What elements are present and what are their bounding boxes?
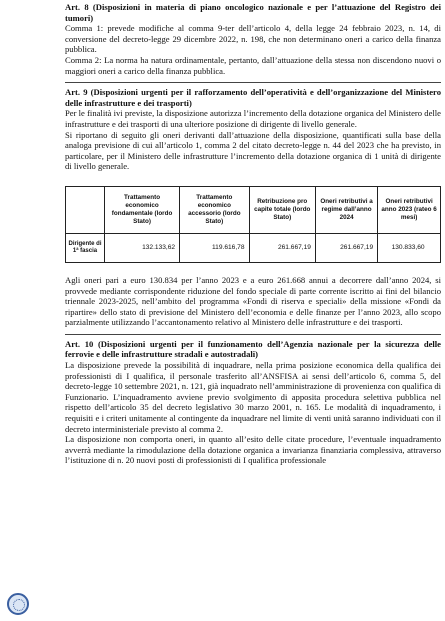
art10-paragraph-1: La disposizione prevede la possibilità di inquadrare, nella prima posizione economica della qualifica dei professionisti di I qualifica, il personale trasferito all’ANSFISA ai sensi dell’articolo 6, comma 5, del decreto-legge 10 settembre 2021, n. 121, già inquadrato nell’amministrazione di provenienza con qualifica di Funzionario. L’inquadramento avviene previo svolgimento di apposita procedura selettiva pubblica nel rispetto dell’articolo 35 del decreto legislativo 30 marzo 2001, n. 165. Le modalità di inquadramento, i requisiti e i criteri unitamente al contingente da inquadrare nel limite di venti unità saranno individuati con il decreto interministeriale previsto al comma 2. bbox=[65, 360, 441, 434]
table-header-row bbox=[66, 186, 441, 233]
art9-paragraph-3: Agli oneri pari a euro 130.834 per l’anno 2023 e a euro 261.668 annui a decorrere dall’anno 2024, si provvede mediante corrispondente riduzione del fondo speciale di parte corrente iscritto ai fini del bilancio triennale 2023-2025, nell’ambito del programma «Fondi di riserva e speciali» della missione «Fondi da ripartire» dello stato di previsione del Ministero dell’economia e delle finanze per l’anno 2023, allo scopo parzialmente utilizzando l’accantonamento relativo al Ministero delle infrastrutture e dei trasporti. bbox=[65, 274, 441, 328]
table-header-cell: Trattamento economico fondamentale (lordo Stato) bbox=[105, 186, 180, 233]
table-header-cell bbox=[66, 186, 105, 233]
table-cell: 130.833,60 bbox=[378, 233, 441, 262]
art9-title: Art. 9 (Disposizioni urgenti per il rafforzamento dell’operatività e dell’organizzazione del Ministero delle infrastrutture e dei trasporti) bbox=[65, 87, 441, 108]
art9-paragraph-2: Si riportano di seguito gli oneri derivanti dall’attuazione della disposizione, quantificati sulla base della analoga previsione di cui all’articolo 1, comma 2 del citato decreto-legge n. 44 del 2023 che ha previsto, in particolare, per il Ministero delle infrastrutture l’incremento della dotazione organica di 1 unità di dirigente di livello generale. bbox=[65, 129, 441, 172]
table-row bbox=[66, 233, 441, 262]
document-page bbox=[65, 2, 441, 466]
section-divider bbox=[65, 334, 441, 335]
art9-paragraph-1: Per le finalità ivi previste, la disposizione autorizza l’incremento della dotazione organica del Ministero delle infrastrutture e dei trasporti di una ulteriore posizione di dirigente di livello generale. bbox=[65, 108, 441, 129]
seal-icon bbox=[7, 593, 29, 615]
table-header-cell: Oneri retributivi a regime dall’anno 2024 bbox=[315, 186, 377, 233]
table-header-cell: Retribuzione pro capite totale (lordo Stato) bbox=[249, 186, 315, 233]
art8-paragraph-2: Comma 2: La norma ha natura ordinamentale, pertanto, dall’attuazione della stessa non discendono nuovi o maggiori oneri a carico della finanza pubblica. bbox=[65, 54, 441, 76]
table-header-cell: Trattamento economico accessorio (lordo Stato) bbox=[180, 186, 249, 233]
table-cell: 119.616,78 bbox=[180, 233, 249, 262]
oneri-table bbox=[65, 186, 441, 263]
section-divider bbox=[65, 82, 441, 83]
table-header-cell: Oneri retributivi anno 2023 (rateo 6 mesi) bbox=[378, 186, 441, 233]
table-cell: 261.667,19 bbox=[249, 233, 315, 262]
table-cell: 132.133,62 bbox=[105, 233, 180, 262]
table-cell: 261.667,19 bbox=[315, 233, 377, 262]
art10-title: Art. 10 (Disposizioni urgenti per il funzionamento dell’Agenzia nazionale per la sicurezza delle ferrovie e delle infrastrutture stradali e autostradali) bbox=[65, 338, 441, 360]
art10-paragraph-2: La disposizione non comporta oneri, in quanto all’esito delle citate procedure, l’eventuale inquadramento avverrà mediante la rimodulazione della dotazione organica a invarianza finanziaria complessiva, attraverso l’istituzione di n. 20 nuovi posti di professionisti di I qualifica professionale bbox=[65, 434, 441, 466]
art8-title: Art. 8 (Disposizioni in materia di piano oncologico nazionale e per l’attuazione del Registro dei tumori) bbox=[65, 2, 441, 23]
table-row-label: Dirigente di 1ª fascia bbox=[66, 233, 105, 262]
art8-paragraph-1: Comma 1: prevede modifiche al comma 9-ter dell’articolo 4, della legge 24 febbraio 2023, n. 14, di conversione del decreto-legge 29 dicembre 2022, n. 198, che non determinano oneri a carico della finanza pubblica. bbox=[65, 23, 441, 55]
